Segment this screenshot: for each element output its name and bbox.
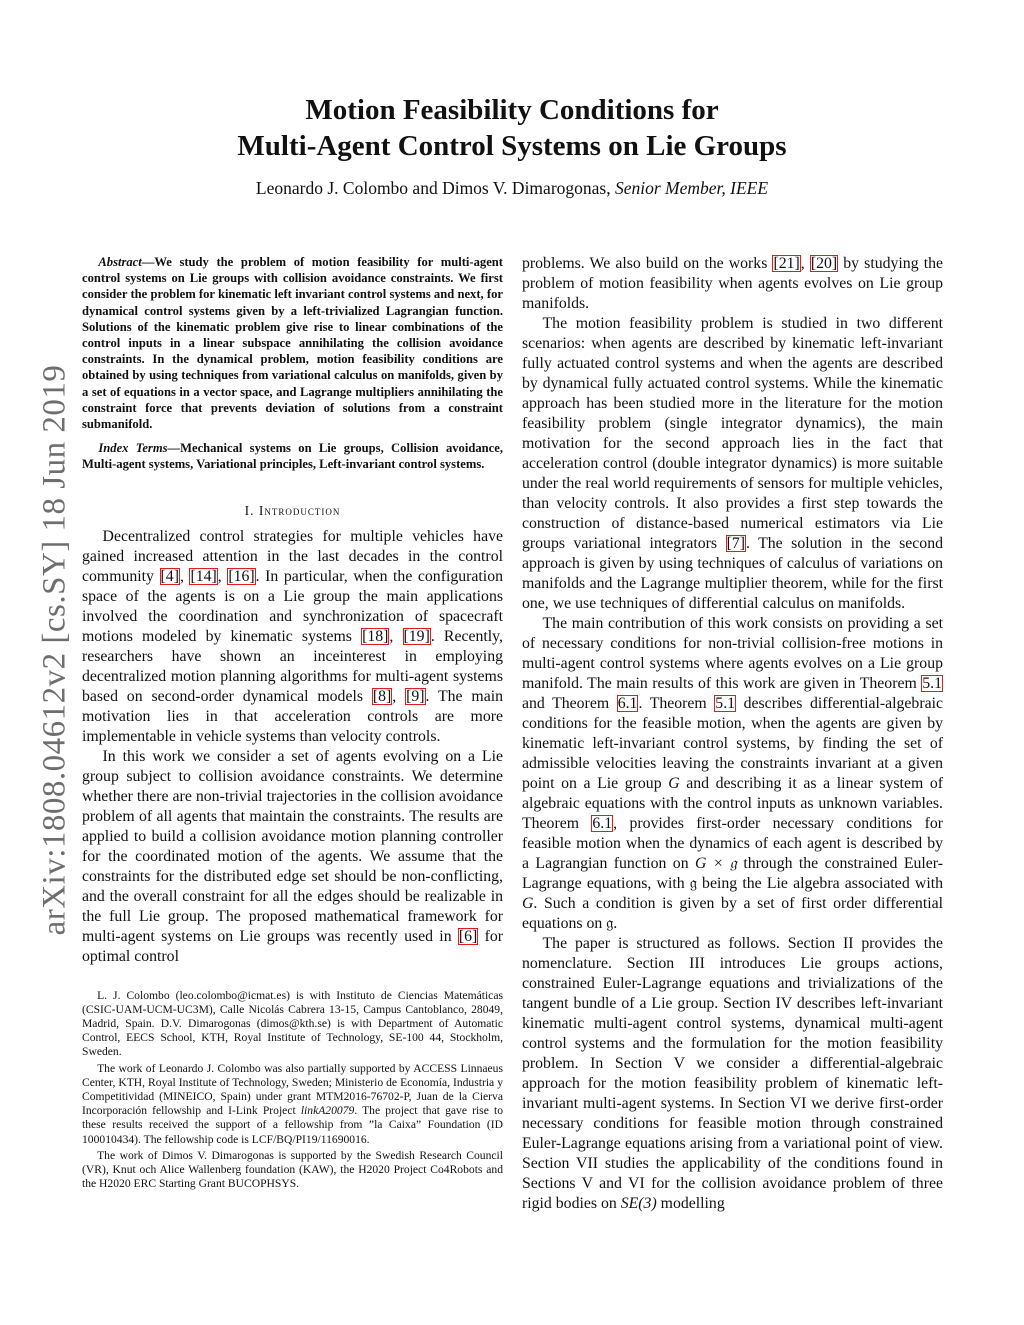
text-run: . xyxy=(613,915,618,932)
author-line xyxy=(0,177,1024,199)
math-symbol: 𝔤 xyxy=(606,915,614,932)
theorem-link[interactable]: 6.1 xyxy=(592,815,613,832)
text-run: . Theorem xyxy=(638,695,715,712)
text-run: , provides first-order necessary conditions for feasible motion when the dynamics of each agent is described by a Lagrangian function on xyxy=(522,815,943,872)
citation-link[interactable]: [16] xyxy=(228,567,255,585)
paper-title xyxy=(0,92,1024,164)
text-run: through the constrained Euler-Lagrange equations, with xyxy=(522,855,943,892)
right-paragraph-2 xyxy=(522,314,943,614)
text-run: describes differential-algebraic conditions for the feasible motion, when the agents are given by kinematic left-invariant control systems, by finding the set of admissible velocities leaving the constraints invariant at a given point on a Lie group xyxy=(522,695,943,792)
math-symbol: G xyxy=(522,895,534,912)
math-symbol: G xyxy=(668,775,680,792)
text-run: modelling xyxy=(656,1195,725,1212)
text-run: being the Lie algebra associated with xyxy=(696,875,943,892)
text-run: Decentralized control strategies for multiple vehicles have gained increased attention in the last decades in the control community xyxy=(82,527,503,585)
text-run: , xyxy=(179,567,190,585)
text-run: . The solution in the second approach is given by using techniques of calculus of variations on manifolds and the Lagrange multiplier theorem, while for the first one, we use techniques of differential calculus on manifolds. xyxy=(522,535,943,612)
index-terms-text: —Mechanical systems on Lie groups, Collision avoidance, Multi-agent systems, Variational principles, Left-invariant control systems. xyxy=(82,441,503,472)
text-run: , xyxy=(217,567,228,585)
text-run: , xyxy=(389,627,403,645)
math-symbol: 𝔤 xyxy=(689,875,697,892)
citation-link[interactable]: [7] xyxy=(726,535,745,552)
arxiv-stamp: arXiv:1808.04612v2 [cs.SY] 18 Jun 2019 xyxy=(36,364,73,936)
title-line-2: Multi-Agent Control Systems on Lie Groups xyxy=(237,130,787,162)
theorem-link[interactable]: 6.1 xyxy=(617,695,638,712)
text-run: The motion feasibility problem is studied in two different scenarios: when agents are described by kinematic left-invariant fully actuated control systems and when the agents are described by dynamical fully actuated control systems. While the kinematic approach has been studied more in the literature for the motion feasibility problem (single integrator dynamics), the main motivation for the second approach lies in the fact that acceleration control (double integrator dynamics) is more suitable under the real world requirements of sensors for multiple vehicles, than velocity controls. It also provides a first step towards the construction of distance-based numerical estimators via Lie groups variational integrators xyxy=(522,315,943,552)
project-name: linkA20079 xyxy=(300,1104,355,1118)
right-column xyxy=(522,254,943,1214)
right-paragraph-4 xyxy=(522,934,943,1214)
citation-link[interactable]: [20] xyxy=(810,255,838,272)
footnote-funding-colombo xyxy=(82,1062,503,1147)
text-run: problems. We also build on the works xyxy=(522,255,773,272)
citation-link[interactable]: [4] xyxy=(160,567,179,585)
abstract-label: Abstract xyxy=(98,255,142,269)
text-run: , xyxy=(800,255,810,272)
text-run: The main contribution of this work consists on providing a set of necessary conditions for non-trivial collision-free motions in multi-agent control systems where agents evolves on a Lie group manifold. The main results of this work are given in Theorem xyxy=(522,615,943,692)
citation-link[interactable]: [19] xyxy=(403,627,430,645)
text-run: . Such a condition is given by a set of first order differential equations on xyxy=(522,895,943,932)
abstract-text: —We study the problem of motion feasibility for multi-agent control systems on Lie groups with collision avoidance constraints. We first consider the problem for kinematic left invariant control systems and next, for dynamical control systems given by a left-trivialized Lagrangian function. Solutions of the kinematic problem give rise to linear combinations of the control inputs in a linear subspace annihilating the collision avoidance constraints. In the dynamical problem, motion feasibility conditions are obtained by using techniques from variational calculus on manifolds, given by a set of equations in a vector space, and Lagrange multipliers annihilating the constraint force that prevents deviation of solutions from a constraint submanifold. xyxy=(82,255,503,432)
text-run: and Theorem xyxy=(522,695,617,712)
text-run: for optimal control xyxy=(82,927,503,965)
footnote-affiliations: L. J. Colombo (leo.colombo@icmat.es) is with Instituto de Ciencias Matemáticas (CSIC-UAM-UCM-UC3M), Calle Nicolás Cabrera 13-15, Campus Cantoblanco, 28049, Madrid, Spain. D.V. Dimarogonas (dimos@kth.se) is with Department of Automatic Control, EECS School, KTH, Royal Institute of Technology, SE-100 44, Stockholm, Sweden. xyxy=(82,988,503,1059)
text-run: , xyxy=(392,687,406,705)
citation-link[interactable]: [6] xyxy=(458,927,478,945)
citation-link[interactable]: [9] xyxy=(406,687,425,705)
text-run: . In particular, when the configuration space of the agents is on a Lie group the main applications involved the coordination and synchronization of spacecraft motions modeled by kinematic systems xyxy=(82,567,503,645)
math-symbol: SE(3) xyxy=(620,1195,657,1212)
citation-link[interactable]: [18] xyxy=(362,627,389,645)
citation-link[interactable]: [8] xyxy=(372,687,392,705)
intro-paragraph-2 xyxy=(82,747,503,967)
author-names: Leonardo J. Colombo and Dimos V. Dimarogonas, xyxy=(255,178,615,198)
text-run: and describing it as a linear system of algebraic equations with the control inputs as unknown variables. Theorem xyxy=(522,775,943,832)
citation-link[interactable]: [21] xyxy=(773,255,800,272)
section-heading-introduction: I. Introduction xyxy=(244,502,341,518)
right-paragraph-1 xyxy=(522,254,943,314)
math-symbol: G × 𝔤 xyxy=(695,855,737,872)
right-paragraph-3 xyxy=(522,614,943,934)
left-column xyxy=(82,254,503,1193)
text-run: . The main motivation lies in that acceleration controls are more implementable in vehicle systems than velocity controls. xyxy=(82,687,503,745)
abstract xyxy=(82,254,503,432)
text-run: by studying the problem of motion feasibility when agents evolves on Lie group manifolds. xyxy=(522,255,943,312)
intro-paragraph-1 xyxy=(82,527,503,747)
index-terms-label: Index Terms xyxy=(98,441,168,456)
theorem-link[interactable]: 5.1 xyxy=(922,675,942,692)
title-line-1: Motion Feasibility Conditions for xyxy=(305,94,719,126)
citation-link[interactable]: [14] xyxy=(190,567,217,585)
text-run: The work of Leonardo J. Colombo was also partially supported by ACCESS Linnaeus Center, KTH, Royal Institute of Technology, Sweden; Ministerio de Economía, Industria y Competitividad (MINEICO, Spain) under grant MTM2016-76702-P, Juan de la Cierva Incorporación fellowship and I-Link Project xyxy=(82,1061,503,1118)
theorem-link[interactable]: 5.1 xyxy=(715,695,736,712)
text-run: The paper is structured as follows. Section II provides the nomenclature. Section III introduces Lie groups actions, constrained Euler-Lagrange equations and trivializations of the tangent bundle of a Lie group. Section IV describes left-invariant kinematic multi-agent control systems, dynamical multi-agent control systems and the formulation for the motion feasibility problem. In Section V we consider a differential-algebraic approach for the motion feasibility problem of kinematic left-invariant multi-agent systems. In Section VI we derive first-order necessary conditions for feasible motion through constrained Euler-Lagrange equations arising from a variational point of view. Section VII studies the applicability of the conditions found in Sections V and VI for the collision avoidance problem of three rigid bodies on xyxy=(522,935,943,1212)
footnotes xyxy=(82,989,503,1192)
author-role: Senior Member, IEEE xyxy=(614,178,769,198)
footnote-funding-dimarogonas: The work of Dimos V. Dimarogonas is supported by the Swedish Research Council (VR), Knut och Alice Wallenberg foundation (KAW), the H2020 Project Co4Robots and the H2020 ERC Starting Grant BUCOPHSYS. xyxy=(82,1148,503,1191)
text-run: In this work we consider a set of agents evolving on a Lie group subject to collision avoidance constraints. We determine whether there are non-trivial trajectories in the collision avoidance problem of all agents that maintain the constraints. The results are applied to build a collision avoidance motion planning controller for the coordinated motion of the agents. We assume that the constraints for the distributed edge set should be non-conflicting, and the overall constraint for all the edges should be realizable in the full Lie group. The proposed mathematical framework for multi-agent systems on Lie groups was recently used in xyxy=(82,747,503,945)
text-run: . The project that gave rise to these results received the support of a fellowship from ”la Caixa” Foundation (ID 100010434). The fellowship code is LCF/BQ/PI19/11690016. xyxy=(82,1104,503,1146)
index-terms xyxy=(82,440,503,472)
text-run: . Recently, researchers have shown an inceinterest in employing decentralized motion planning algorithms for multi-agent systems based on second-order dynamical models xyxy=(82,627,503,705)
